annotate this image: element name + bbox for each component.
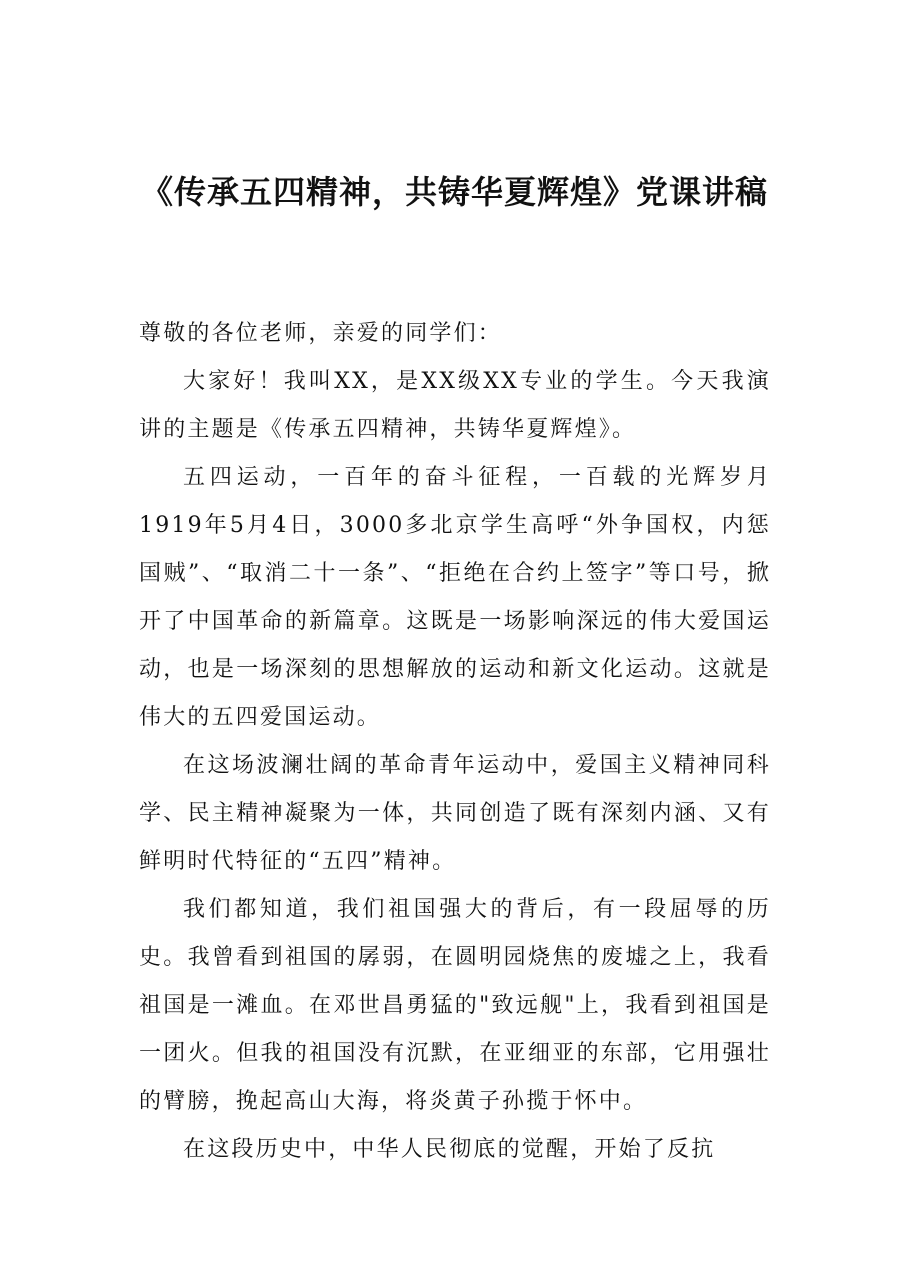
document-body [139,310,771,1174]
paragraph-may-fourth-history: 五四运动，一百年的奋斗征程，一百载的光辉岁月1919年5月4日，3000多北京学生高呼“外争国权，内惩国贼”、“取消二十一条”、“拒绝在合约上签字”等口号，掀开了中国革命的新篇章。这既是一场影响深远的伟大爱国运动，也是一场深刻的思想解放的运动和新文化运动。这就是伟大的五四爱国运动。 [139,465,771,730]
salutation: 尊敬的各位老师，亲爱的同学们： [139,321,503,346]
document-title: 《传承五四精神，共铸华夏辉煌》党课讲稿 [140,173,768,211]
paragraph-awakening: 在这段历史中，中华人民彻底的觉醒，开始了反抗 [183,1137,716,1162]
paragraph-may-fourth-spirit: 在这场波澜壮阔的革命青年运动中，爱国主义精神同科学、民主精神凝聚为一体，共同创造了既有深刻内涵、又有鲜明时代特征的“五四”精神。 [139,753,771,874]
paragraph-humiliation-history: 我们都知道，我们祖国强大的背后，有一段屈辱的历史。我曾看到祖国的孱弱，在圆明园烧焦的废墟之上，我看祖国是一滩血。在邓世昌勇猛的"致远舰"上，我看到祖国是一团火。但我的祖国没有沉默，在亚细亚的东部，它用强壮的臂膀，挽起高山大海，将炎黄子孙揽于怀中。 [139,897,771,1114]
paragraph-introduction: 大家好！我叫XX，是XX级XX专业的学生。今天我演讲的主题是《传承五四精神，共铸华夏辉煌》。 [139,369,771,442]
